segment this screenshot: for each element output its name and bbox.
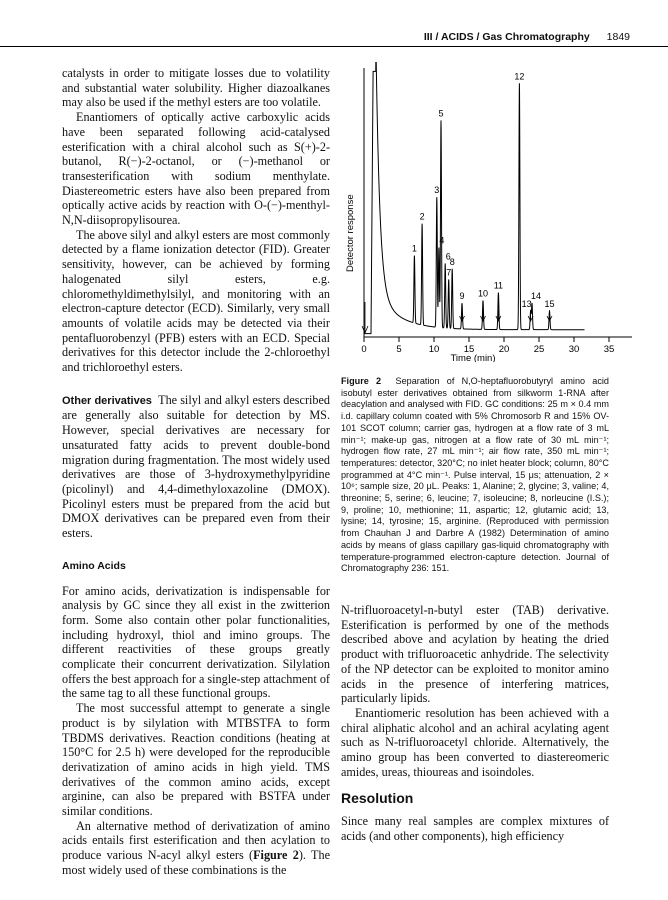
peak-label: 9 bbox=[459, 291, 465, 302]
x-tick-label: 15 bbox=[463, 344, 475, 355]
x-tick-label: 5 bbox=[396, 344, 402, 355]
y-axis-label: Detector response bbox=[345, 194, 356, 272]
running-header bbox=[424, 31, 630, 43]
paragraph: Enantiomeric resolution has been achieved with a chiral aliphatic alcohol and an achiral acylating agent such as N-trifluoroacetyl chloride. Alternatively, the amino group has been converted to diastereomeric amides, ureas, thioureas and isoindoles. bbox=[341, 705, 609, 779]
x-axis-label: Time (min) bbox=[450, 353, 496, 362]
paragraph-text: An alternative method of derivatization of amino acids entails first esterification and then acylation to produce various N-acyl alkyl esters ( bbox=[62, 818, 330, 863]
section-heading-amino-acids: Amino Acids bbox=[62, 559, 126, 572]
running-title: III / ACIDS / Gas Chromatography bbox=[423, 31, 590, 43]
peak-label: 2 bbox=[419, 211, 425, 222]
x-tick-label: 30 bbox=[568, 344, 580, 355]
x-tick-label: 35 bbox=[603, 344, 615, 355]
peak-labels bbox=[412, 71, 555, 309]
peak-label: 5 bbox=[438, 108, 444, 119]
peak-label: 13 bbox=[521, 299, 532, 310]
chromatogram-trace bbox=[364, 62, 585, 334]
paragraph-other-derivatives bbox=[62, 393, 330, 541]
arrow-icon bbox=[481, 310, 486, 321]
x-tick-label: 10 bbox=[428, 344, 440, 355]
peak-label: 10 bbox=[477, 288, 489, 299]
peak-label: 7 bbox=[446, 267, 452, 278]
peak-label: 15 bbox=[544, 299, 555, 310]
paragraph: The above silyl and alkyl esters are most commonly detected by a flame ionization detector (FID). Greater sensitivity, however, can be achieved by forming halogenated silyl esters, e.g. chloromethyldimethylsilyl, and monitoring with an electron-capture detector (ECD). Similarly, very small amounts of volatile acids may be detected via their pentafluorobenzyl (PFB) esters with an ECD. Special derivatives for this detector include the 2-chloroethyl and trichloroethyl esters. bbox=[62, 227, 330, 375]
peak-label: 1 bbox=[411, 243, 417, 254]
run-in-heading: Other derivatives bbox=[62, 394, 152, 407]
paragraph: For amino acids, derivatization is indispensable for analysis by GC since they all exist in the zwitterion form. Some also contain other polar functionalities, including hydroxyl, thiol and imino groups. The different reactivities of these groups greatly complicate their concurrent derivatization. Silylation offers the best approach for a single-step attachment of the same tag to all these functional groups. bbox=[62, 583, 330, 701]
caption-text: Separation of N,O-heptafluorobutyryl amino acid isobutyl ester derivatives obtained from silkworm 1-RNA after deacylation and analysed with FID. GC conditions: 25 m × 0.4 mm i.d. capillary column coated with 5% Chromosorb R and 15% OV-101 SCOT column; carrier gas, hydrogen at a flow rate of 3 mL min⁻¹; make-up gas, nitrogen at a flow rate of 30 mL min⁻¹; hydrogen flow rate, 27 mL min⁻¹; air flow rate, 350 mL min⁻¹; temperatures: detector, 320°C; no inlet heater block; column, 80°C programmed at 4°C min⁻¹. Pulse interval, 15 μs; attenuation, 2 × 10⁶; sample size, 20 μL. Peaks: 1, Alanine; 2, glycine; 3, valine; 4, threonine; 5, serine; 6, leucine; 7, isoleucine; 8, norleucine (I.S.); 9, proline; 10, methionine; 11, aspartic; 12, glutamic acid; 13, lysine; 14, tyrosine; 15, arginine. (Reproduced with permission from Chauhan J and Darbre A (1982) Determination of amino acids by means of glass capillary gas-liquid chromatography with temperature-programmed electron-capture detection. Journal of Chromatography 236: 151. bbox=[341, 376, 609, 574]
paragraph: N-trifluoroacetyl-n-butyl ester (TAB) derivative. Esterification is performed by one of the methods described above and acylation by heating the dried product with trifluoroacetic anhydride. The selectivity of the NP detector can be exploited to monitor amino acids in the presence of interfering matrices, particularly lipids. bbox=[341, 603, 609, 706]
injection-arrow-icon bbox=[362, 302, 368, 333]
spacer bbox=[62, 375, 330, 393]
x-tick-label: 20 bbox=[498, 344, 510, 355]
paragraph: Since many real samples are complex mixtures of acids (and other components), high efficiency bbox=[341, 814, 609, 843]
section-heading-resolution: Resolution bbox=[341, 790, 414, 807]
figure-reference: Figure 2 bbox=[253, 848, 299, 863]
caption-label: Figure 2 bbox=[341, 376, 382, 386]
figure-caption bbox=[341, 376, 609, 575]
chromatogram-figure bbox=[340, 62, 640, 362]
peak-label: 12 bbox=[514, 71, 525, 82]
paragraph-text: ). The most widely used of these combinations is the bbox=[62, 848, 331, 877]
peak-label: 6 bbox=[445, 251, 451, 262]
peak-label: 14 bbox=[530, 291, 542, 302]
peak-label: 8 bbox=[449, 256, 455, 267]
paragraph-text: The silyl and alkyl esters described are generally also suitable for detection by MS. However, special derivatives are necessary for unsaturated fatty acids to prevent double-bond migration during fragmentation. The most widely used derivatives are those of 3-hydroxymethylpyridine (picolinyl) and 4,4-dimethyloxazoline (DMOX). Picolinyl esters must be prepared from the acid but DMOX derivatives can be prepared even from their esters. bbox=[62, 392, 331, 541]
peak-label: 4 bbox=[439, 235, 445, 246]
header-rule bbox=[0, 46, 668, 47]
x-tick-label: 0 bbox=[361, 344, 367, 355]
paragraph bbox=[62, 819, 330, 878]
x-tick-label: 25 bbox=[533, 344, 545, 355]
paragraph: The most successful attempt to generate a single product is by silylation with MTBSTFA to form TBDMS derivatives. Reaction conditions (heating at 150°C for 2.5 h) were developed for the reproducible derivatization of amino acids in high yield. TMS derivatives of the common amino acids, except arginine, can also be prepared with BSTFA under similar conditions. bbox=[62, 701, 330, 819]
paragraph: Enantiomers of optically active carboxylic acids have been separated following acid-catalysed esterification with a chiral alcohol such as S(+)-2-butanol, R(−)-2-octanol, or (−)-methanol or transesterification with sodium menthylate. Diastereometric esters have also been prepared from optically active acids by reaction with O-(−)-menthyl-N,N-diisopropylisourea. bbox=[62, 110, 330, 228]
page-number: 1849 bbox=[606, 31, 630, 43]
paragraph: catalysts in order to mitigate losses due to volatility and substantial water solubility. Higher diazoalkanes may also be used if the methyl esters are too volatile. bbox=[62, 66, 330, 110]
right-column bbox=[341, 603, 609, 844]
arrow-icon bbox=[460, 310, 465, 321]
arrow-icon bbox=[547, 310, 552, 321]
arrow-icon bbox=[496, 310, 501, 321]
peak-label: 11 bbox=[493, 280, 504, 291]
peak-label: 3 bbox=[434, 185, 440, 196]
left-column bbox=[62, 66, 330, 878]
